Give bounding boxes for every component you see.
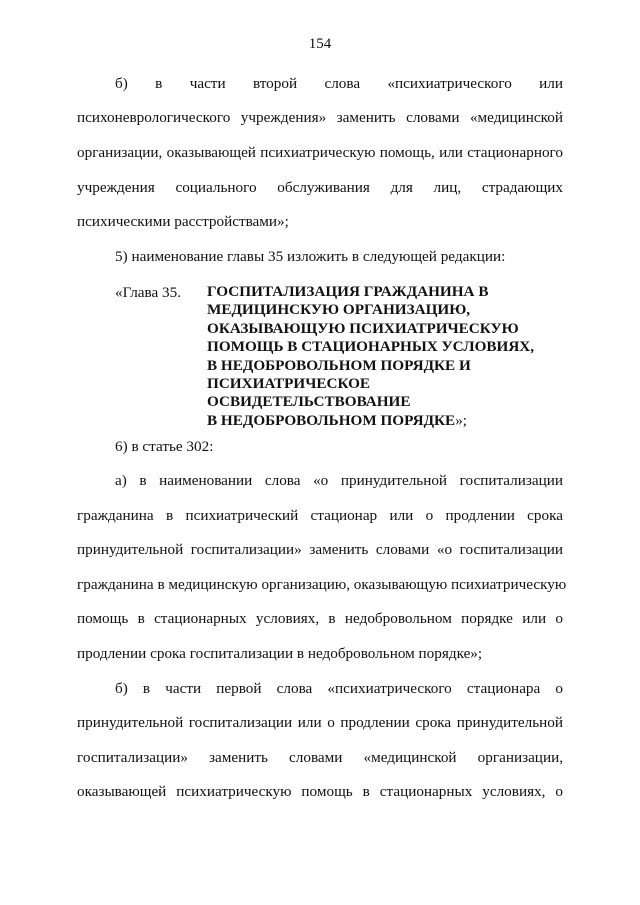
paragraph-b2-line: госпитализации» заменить словами «медицинской организации, [77, 749, 563, 766]
chapter-title-last-line [207, 412, 537, 430]
paragraph-6: 6) в статье 302: [115, 438, 214, 455]
paragraph-b1-line: организации, оказывающей психиатрическую помощь, или стационарного [77, 144, 563, 161]
chapter-title-line: В НЕДОБРОВОЛЬНОМ ПОРЯДКЕ И [207, 356, 471, 374]
paragraph-a-line: принудительной госпитализации» заменить словами «о госпитализации [77, 541, 563, 558]
chapter-title-line: ОСВИДЕТЕЛЬСТВОВАНИЕ [207, 393, 411, 411]
chapter-title-line: ПСИХИАТРИЧЕСКОЕ [207, 375, 371, 393]
chapter-title-line: МЕДИЦИНСКУЮ ОРГАНИЗАЦИЮ, [207, 301, 471, 319]
paragraph-a-line: помощь в стационарных условиях, в недобровольном порядке или о [77, 610, 563, 627]
paragraph-b2-line: принудительной госпитализации или о продлении срока принудительной [77, 714, 563, 731]
paragraph-b1-line: учреждения социального обслуживания для лиц, страдающих [77, 179, 563, 196]
paragraph-a-line: а) в наименовании слова «о принудительной госпитализации [115, 472, 563, 489]
paragraph-5: 5) наименование главы 35 изложить в следующей редакции: [115, 248, 506, 265]
chapter-title-tail: »; [455, 411, 468, 429]
paragraph-a-line: продлении срока госпитализации в недобровольном порядке»; [77, 645, 483, 662]
page-number: 154 [308, 36, 332, 52]
chapter-label: «Глава 35. [115, 284, 182, 301]
paragraph-a-line: гражданина в психиатрический стационар или о продлении срока [77, 507, 563, 524]
paragraph-b1-line: психоневрологического учреждения» заменить словами «медицинской [77, 109, 563, 126]
chapter-title-line: ГОСПИТАЛИЗАЦИЯ ГРАЖДАНИНА В [207, 283, 489, 300]
chapter-title-line: ОКАЗЫВАЮЩУЮ ПСИХИАТРИЧЕСКУЮ [207, 319, 519, 337]
paragraph-b2-line: б) в части первой слова «психиатрического стационара о [115, 680, 563, 697]
paragraph-a-line: гражданина в медицинскую организацию, оказывающую психиатрическую [77, 576, 567, 593]
paragraph-b1-line: психическими расстройствами»; [77, 213, 289, 230]
paragraph-b1-line: б) в части второй слова «психиатрического или [115, 75, 563, 92]
chapter-title-line: ПОМОЩЬ В СТАЦИОНАРНЫХ УСЛОВИЯХ, [207, 338, 535, 356]
paragraph-b2-line: оказывающей психиатрическую помощь в стационарных условиях, о [77, 783, 563, 800]
chapter-title-line: В НЕДОБРОВОЛЬНОМ ПОРЯДКЕ [207, 411, 456, 429]
chapter-title [207, 283, 537, 430]
